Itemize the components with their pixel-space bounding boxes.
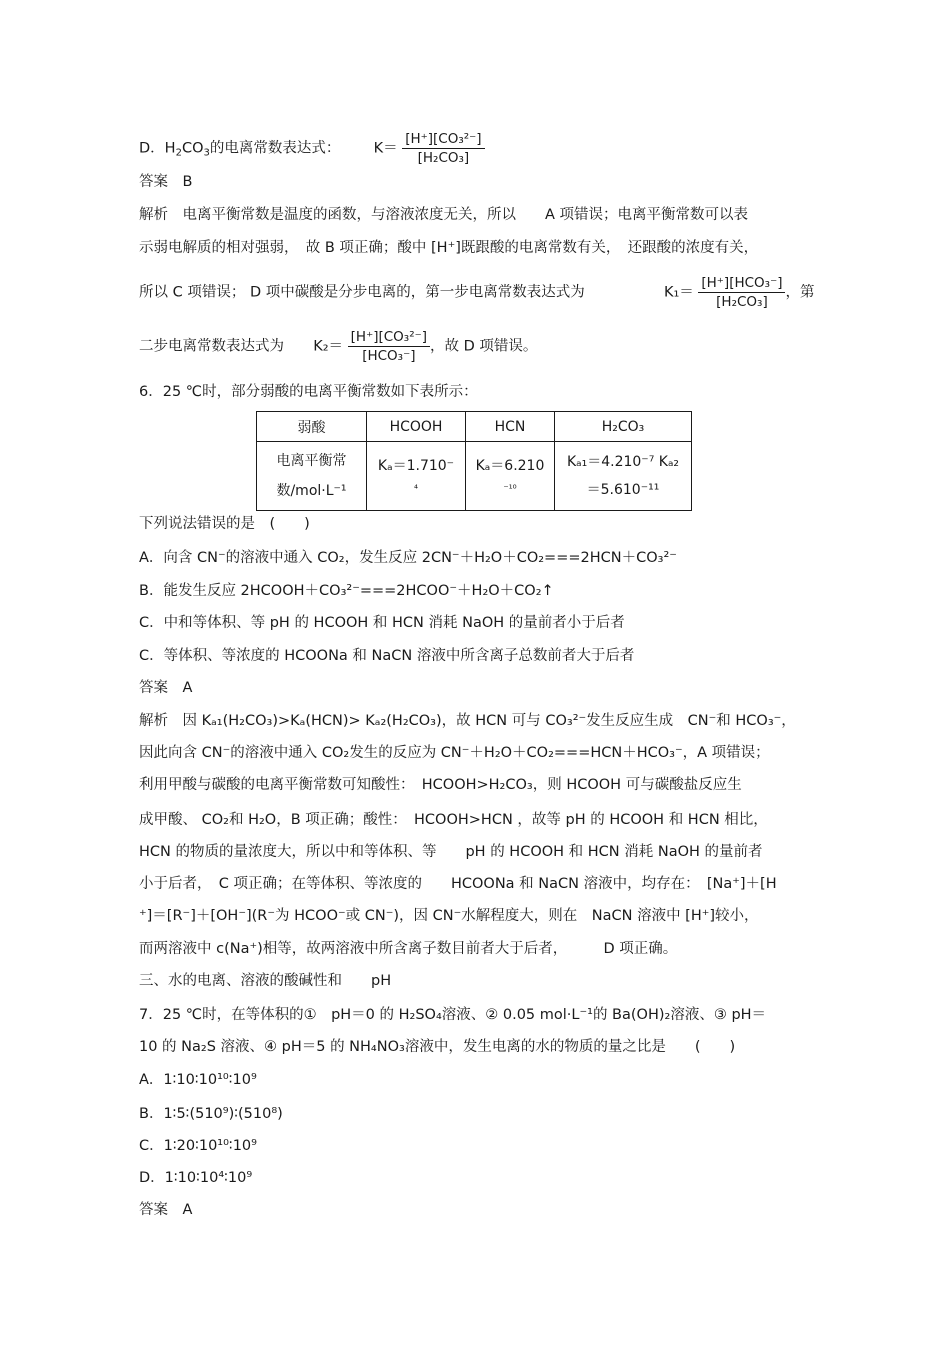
fraction-denominator: [HCO₃⁻] bbox=[362, 348, 416, 364]
ka-table-header: HCOOH bbox=[367, 412, 466, 442]
ka-table-cell-line: 数/mol·L⁻¹ bbox=[276, 483, 347, 499]
q5-explanation-line-4-tail: ，故 D 项错误。 bbox=[430, 338, 538, 355]
q5-explanation-line-3-tail: ，第 bbox=[785, 284, 815, 301]
ka-table-cell bbox=[466, 442, 555, 511]
ka-table-row bbox=[257, 442, 692, 511]
q5-option-d-formula: CO bbox=[181, 140, 204, 157]
q5-option-d-fraction bbox=[402, 130, 484, 167]
ka-table-cell-line: ⁴ bbox=[413, 484, 418, 495]
q6-explanation-line-6: 小于后者， C 项正确；在等体积、等浓度的 HCOONa 和 NaCN 溶液中，均存在： [Na⁺]＋[H bbox=[139, 876, 777, 892]
ka-table-header-row bbox=[257, 412, 692, 442]
section-3-heading: 三、水的电离、溶液的酸碱性和 pH bbox=[139, 973, 392, 989]
fraction-numerator: [H⁺][HCO₃⁻] bbox=[698, 274, 785, 293]
q5-explanation-line-3-text: 所以 C 项错误； D 项中碳酸是分步电离的，第一步电离常数表达式为 bbox=[139, 284, 585, 301]
ka-table-header: 弱酸 bbox=[257, 412, 367, 442]
q6-explanation-line-8: 而两溶液中 c(Na⁺)相等，故两溶液中所含离子数目前者大于后者， D 项正确。 bbox=[139, 941, 678, 957]
q6-option-c: C．中和等体积、等 pH 的 HCOOH 和 HCN 消耗 NaOH 的量前者小于后者 bbox=[139, 615, 625, 631]
ka-table-cell-line: 电离平衡常 bbox=[276, 453, 347, 469]
k1-fraction bbox=[698, 274, 785, 311]
q5-answer: 答案 B bbox=[139, 174, 193, 190]
ka-table-cell-line: ⁻¹⁰ bbox=[503, 484, 517, 495]
k1-label: K₁＝ bbox=[663, 284, 694, 301]
q5-explanation-line-1: 解析 电离平衡常数是温度的函数，与溶液浓度无关，所以 A 项错误；电离平衡常数可以表 bbox=[139, 207, 749, 223]
k2-label: K₂＝ bbox=[313, 338, 344, 355]
ka-table-header: H₂CO₃ bbox=[555, 412, 692, 442]
q5-option-d-text: 的电离常数表达式： bbox=[209, 140, 341, 157]
q6-explanation-line-2: 因此向含 CN⁻的溶液中通入 CO₂发生的反应为 CN⁻＋H₂O＋CO₂===HCN＋HCO₃⁻，A 项错误； bbox=[139, 745, 770, 761]
q5-option-d-prefix: D．H bbox=[139, 140, 176, 157]
ka-table-cell bbox=[257, 442, 367, 511]
q6-explanation-line-7: ⁺]＝[R⁻]＋[OH⁻](R⁻为 HCOO⁻或 CN⁻)，因 CN⁻水解程度大，则在 NaCN 溶液中 [H⁺]较小， bbox=[139, 908, 759, 924]
q5-option-d-k: K＝ bbox=[373, 140, 398, 157]
q7-option-b: B．1∶5∶(510⁹)∶(510⁸) bbox=[139, 1106, 283, 1122]
ka-table-cell-line: Kₐ＝6.210 bbox=[475, 458, 545, 474]
ka-table-header: HCN bbox=[466, 412, 555, 442]
q5-explanation-line-4-text: 二步电离常数表达式为 bbox=[139, 338, 284, 355]
q7-answer: 答案 A bbox=[139, 1202, 193, 1218]
ka-table-cell-line: ＝5.610⁻¹¹ bbox=[586, 482, 660, 498]
q7-option-c: C．1∶20∶10¹⁰∶10⁹ bbox=[139, 1138, 257, 1154]
q6-option-a: A．向含 CN⁻的溶液中通入 CO₂，发生反应 2CN⁻＋H₂O＋CO₂===2HCN＋CO₃²⁻ bbox=[139, 550, 677, 566]
ka-table bbox=[256, 411, 692, 511]
ka-table-cell-line: Kₐ₁＝4.210⁻⁷ Kₐ₂ bbox=[566, 454, 680, 470]
q5-explanation-line-3 bbox=[139, 274, 814, 311]
q5-explanation-line-4 bbox=[139, 328, 537, 365]
k2-fraction bbox=[348, 328, 430, 365]
fraction-numerator: [H⁺][CO₃²⁻] bbox=[348, 328, 430, 347]
q6-prompt: 下列说法错误的是 ( ) bbox=[139, 516, 310, 532]
ka-table-cell bbox=[367, 442, 466, 511]
q6-option-c2: C．等体积、等浓度的 HCOONa 和 NaCN 溶液中所含离子总数前者大于后者 bbox=[139, 648, 635, 664]
q6-explanation-line-4: 成甲酸、 CO₂和 H₂O，B 项正确；酸性： HCOOH>HCN ，故等 pH 的 HCOOH 和 HCN 相比， bbox=[139, 812, 768, 828]
q6-answer: 答案 A bbox=[139, 680, 193, 696]
ka-table-cell bbox=[555, 442, 692, 511]
q7-option-a: A．1∶10∶10¹⁰∶10⁹ bbox=[139, 1072, 257, 1088]
q7-stem-line-2: 10 的 Na₂S 溶液、④ pH＝5 的 NH₄NO₃溶液中，发生电离的水的物质的量之比是 ( ) bbox=[139, 1039, 736, 1055]
q6-explanation-line-1: 解析 因 Kₐ₁(H₂CO₃)>Kₐ(HCN)> Kₐ₂(H₂CO₃)，故 HCN 可与 CO₃²⁻发生反应生成 CN⁻和 HCO₃⁻， bbox=[139, 713, 796, 729]
q6-stem: 6．25 ℃时，部分弱酸的电离平衡常数如下表所示： bbox=[139, 384, 478, 400]
q6-explanation-line-5: HCN 的物质的量浓度大，所以中和等体积、等 pH 的 HCOOH 和 HCN 消耗 NaOH 的量前者 bbox=[139, 844, 763, 860]
q7-stem-line-1: 7．25 ℃时，在等体积的① pH＝0 的 H₂SO₄溶液、② 0.05 mol·L⁻¹的 Ba(OH)₂溶液、③ pH＝ bbox=[139, 1007, 767, 1023]
q6-explanation-line-3: 利用甲酸与碳酸的电离平衡常数可知酸性： HCOOH>H₂CO₃，则 HCOOH 可与碳酸盐反应生 bbox=[139, 777, 742, 793]
q7-option-d: D．1∶10∶10⁴∶10⁹ bbox=[139, 1170, 253, 1186]
fraction-denominator: [H₂CO₃] bbox=[716, 294, 768, 310]
fraction-numerator: [H⁺][CO₃²⁻] bbox=[402, 130, 484, 149]
q5-option-d: D．$H_2CO_3$的电离常数表达式： K＝ $\frac{\text{[H⁺][CO₃²⁻]}}{\text{[H₂CO₃]}}$ bbox=[139, 130, 485, 167]
q6-option-b: B．能发生反应 2HCOOH＋CO₃²⁻===2HCOO⁻＋H₂O＋CO₂↑ bbox=[139, 583, 554, 599]
fraction-denominator: [H₂CO₃] bbox=[417, 150, 470, 166]
q5-explanation-line-2: 示弱电解质的相对强弱， 故 B 项正确；酸中 [H⁺]既跟酸的电离常数有关， 还跟酸的浓度有关， bbox=[139, 240, 759, 256]
ka-table-cell-line: Kₐ＝1.710⁻ bbox=[377, 458, 455, 474]
